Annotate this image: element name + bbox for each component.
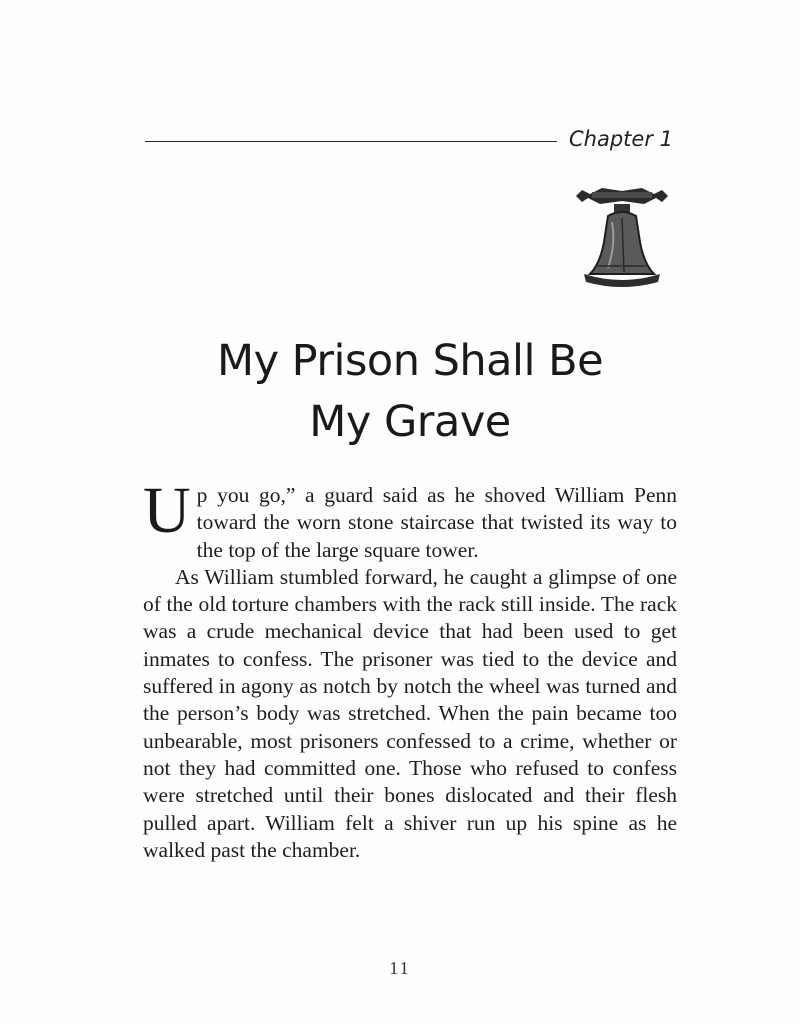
drop-cap: U — [143, 474, 191, 547]
body-text — [143, 474, 677, 864]
liberty-bell-icon — [572, 182, 672, 292]
paragraph-1-text: p you go,” a guard said as he shoved William Penn toward the worn stone staircase that twisted its way to the top of the large square tower. — [196, 483, 677, 562]
chapter-heading-rule — [145, 141, 557, 142]
chapter-title-line-1: My Prison Shall Be — [216, 336, 604, 386]
page-number: 11 — [389, 958, 411, 978]
chapter-label: Chapter 1 — [569, 127, 673, 151]
chapter-title-line-2: My Grave — [309, 397, 511, 447]
paragraph-1 — [143, 474, 677, 564]
paragraph-2: As William stumbled forward, he caught a glimpse of one of the old torture chambers with the rack still inside. The rack was a crude mechanical device that had been used to get inmates to confess. The prisoner was tied to the device and suffered in agony as notch by notch the wheel was turned and the person’s body was stretched. When the pain became too unbearable, most prisoners confessed to a crime, whether or not they had committed one. Those who refused to confess were stretched until their bones dislocated and their flesh pulled apart. William felt a shiver run up his spine as he walked past the chamber. — [143, 564, 677, 862]
